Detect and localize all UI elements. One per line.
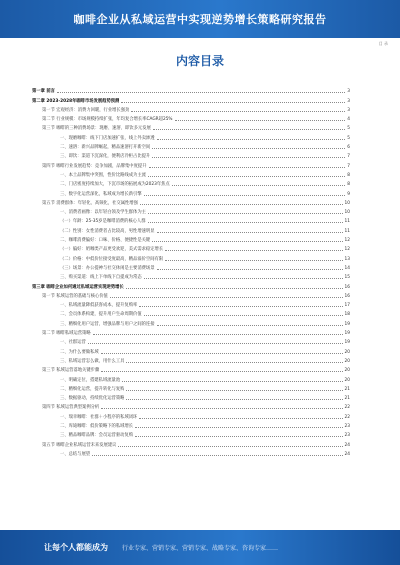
toc-entry[interactable]: [32, 410, 350, 419]
toc-entry[interactable]: [32, 94, 350, 103]
toc-leader-dots: [93, 333, 343, 335]
toc-leader-dots: [172, 184, 346, 186]
toc-leader-dots: [140, 203, 343, 205]
toc-entry-label: 第五节 消费群体：年轻化、高频化，社交属性增强: [42, 200, 138, 206]
toc-entry-label: （二）性别：女性消费者占比较高，男性增速明显: [60, 228, 155, 234]
toc-entry[interactable]: [32, 290, 350, 299]
toc-entry[interactable]: [32, 178, 350, 187]
toc-entry-label: （一）偏好：奶咖类产品更受欢迎，美式需求稳定增长: [60, 247, 164, 253]
toc-leader-dots: [157, 268, 343, 270]
footer-bar: [0, 530, 400, 565]
toc-entry[interactable]: [32, 308, 350, 317]
header-bar: [0, 0, 400, 38]
toc-entry-page: 9: [347, 191, 350, 197]
toc-entry-label: 一、消费者画像：以年轻白领及学生群体为主: [60, 210, 146, 216]
toc-leader-dots: [101, 407, 342, 409]
toc-entry-page: 22: [344, 405, 350, 411]
toc-entry[interactable]: [32, 197, 350, 206]
toc-entry[interactable]: [32, 317, 350, 326]
toc-leader-dots: [152, 147, 345, 149]
toc-entry[interactable]: [32, 448, 350, 457]
toc-entry-label: 一、私域流量降低获客成本，提升复购率: [60, 303, 138, 309]
toc-entry[interactable]: [32, 234, 350, 243]
toc-entry-label: 二、为什么要做私域: [60, 349, 99, 355]
toc-entry[interactable]: [32, 141, 350, 150]
toc-entry[interactable]: [32, 262, 350, 271]
footer-slogan: 让每个人都能成为: [44, 543, 108, 552]
toc-entry-label: 第三节 私域运营落地关键步骤: [42, 368, 100, 374]
toc-entry[interactable]: [32, 224, 350, 233]
toc-entry[interactable]: [32, 438, 350, 447]
toc-entry-page: 20: [344, 349, 350, 355]
toc-leader-dots: [144, 194, 346, 196]
toc-entry-page: 21: [344, 386, 350, 392]
toc-entry-page: 11: [344, 228, 350, 234]
toc-entry-page: 3: [347, 107, 350, 113]
toc-entry-label: 三、精细化用户运营，增强品牌与用户之间的连接: [60, 321, 155, 327]
toc-leader-dots: [101, 370, 342, 372]
toc-entry-label: （一）年龄：25-35岁是咖啡消费的核心人群: [60, 219, 146, 225]
toc-entry[interactable]: [32, 383, 350, 392]
toc-leader-dots: [175, 119, 346, 121]
toc-entry-page: 13: [344, 256, 350, 262]
toc-leader-dots: [152, 240, 342, 242]
page-label: 目 录: [378, 41, 388, 46]
toc-entry-page: 16: [344, 293, 350, 299]
toc-entry-label: 第三章 咖啡企业如何通过私域运营实现逆势增长: [32, 284, 124, 290]
toc-entry-label: 三、购买渠道：线上下单线下自提成为常态: [60, 275, 142, 281]
toc-entry-page: 8: [347, 182, 350, 188]
toc-entry-label: 二、库迪咖啡：低价策略下的私域增长: [60, 423, 134, 429]
toc-entry-label: 第四节 咖啡行业发展趋势：竞争加剧，品牌集中度提升: [42, 163, 147, 169]
toc-entry-page: 22: [344, 414, 350, 420]
toc-leader-dots: [152, 156, 345, 158]
toc-entry-label: 一、总结与展望: [60, 451, 91, 457]
toc-entry-page: 3: [347, 89, 350, 95]
toc-entry[interactable]: [32, 215, 350, 224]
toc-leader-dots: [101, 352, 343, 354]
toc-entry-label: 第一节 宏观经济：消费力回暖，行业增长强劲: [42, 107, 130, 113]
toc-entry-label: 一、现磨咖啡：线下门店加速扩张，线上外卖渗透: [60, 135, 155, 141]
toc-entry-page: 23: [344, 433, 350, 439]
toc-entry[interactable]: [32, 131, 350, 140]
toc-entry-label: 第一节 私域运营的基础与核心价值: [42, 293, 108, 299]
toc-entry-label: 第二章 2023-2028年咖啡市场发展趋势预测: [32, 98, 120, 104]
toc-entry[interactable]: [32, 122, 350, 131]
toc-entry[interactable]: [32, 364, 350, 373]
toc-entry-label: 三、即饮：渠道下沉深化，便利店冷柜占比提升: [60, 154, 151, 160]
toc-entry-page: 5: [347, 126, 350, 132]
toc-entry-label: 一、社群运营: [60, 340, 86, 346]
toc-leader-dots: [121, 101, 345, 103]
toc-leader-dots: [118, 445, 342, 447]
toc-entry-page: 5: [347, 135, 350, 141]
toc-entry-page: 21: [344, 396, 350, 402]
toc-leader-dots: [144, 277, 343, 279]
toc-entry[interactable]: [32, 392, 350, 401]
toc-entry-page: 8: [347, 172, 350, 178]
toc-entry[interactable]: [32, 159, 350, 168]
toc-entry-label: 三、数据驱动，持续优化运营策略: [60, 396, 125, 402]
footer-roles: 行业专家、营销专家、营销专家、战略专家、咨询专家……: [122, 545, 279, 552]
toc-entry-page: 7: [347, 163, 350, 169]
toc-entry[interactable]: [32, 85, 350, 94]
toc-leader-dots: [122, 380, 342, 382]
toc-entry-label: （二）价格：中低价位接受度最高，精品溢价空间有限: [60, 256, 164, 262]
toc-entry-page: 12: [344, 247, 350, 253]
toc-entry-label: 第五节 咖啡企业私域运营未来发展建议: [42, 442, 117, 448]
toc-entry-label: 三、精品咖啡品牌：会员运营驱动复购: [60, 433, 134, 439]
toc-entry-label: 二、精细化运营，提升转化与复购: [60, 386, 125, 392]
toc-leader-dots: [135, 426, 342, 428]
toc-entry-page: 20: [344, 358, 350, 364]
toc-entry-label: 三、数字化运营深化，私域成为增长新引擎: [60, 191, 142, 197]
toc-entry-page: 24: [344, 451, 350, 457]
toc-entry[interactable]: [32, 243, 350, 252]
toc-entry-label: 二、门店密度持续加大，下沉市场的拓展成为2023年焦点: [60, 182, 170, 188]
toc-entry-page: 19: [344, 331, 350, 337]
toc-entry-page: 7: [347, 154, 350, 160]
toc-leader-dots: [157, 231, 343, 233]
toc-leader-dots: [135, 435, 342, 437]
toc-entry-page: 3: [347, 98, 350, 104]
report-title: 咖啡企业从私域运营中实现逆势增长策略研究报告: [73, 13, 327, 26]
toc-entry[interactable]: [32, 299, 350, 308]
toc-title: 内容目录: [175, 54, 224, 68]
toc-leader-dots: [153, 128, 345, 130]
toc-entry[interactable]: [32, 327, 350, 336]
toc-entry[interactable]: [32, 187, 350, 196]
toc-entry-page: 14: [344, 265, 350, 271]
toc-leader-dots: [148, 175, 345, 177]
toc-entry-label: 一、瑞幸咖啡：社群＋小程序的私域闭环: [60, 414, 138, 420]
toc-entry-page: 23: [344, 423, 350, 429]
toc-leader-dots: [126, 389, 342, 391]
toc-entry-label: 一、明确定位，搭建私域流量池: [60, 377, 121, 383]
toc-entry-page: 4: [347, 117, 350, 123]
toc-entry-page: 6: [347, 145, 350, 151]
toc-entry[interactable]: [32, 429, 350, 438]
toc-entry-page: 15: [344, 275, 350, 281]
toc-entry[interactable]: [32, 280, 350, 289]
toc-entry[interactable]: [32, 336, 350, 345]
toc-entry-page: 16: [344, 284, 350, 290]
toc-entry-label: 二、速溶：新兴品牌崛起，精品速溶打开新空间: [60, 145, 151, 151]
toc-entry-label: 三、私域运营怎么做，用什么工具: [60, 358, 125, 364]
toc-entry-page: 18: [344, 312, 350, 318]
toc-entry[interactable]: [32, 373, 350, 382]
toc-leader-dots: [148, 221, 343, 223]
toc-entry-label: 二、会员体系构建，提升用户生命周期价值: [60, 312, 142, 318]
toc-entry[interactable]: [32, 271, 350, 280]
toc-entry-page: 11: [344, 219, 350, 225]
toc-entry-label: 第四节 私域运营典型案例分析: [42, 405, 100, 411]
toc-entry-label: 第二节 行业规模：市场规模持续扩张，年均复合增长率CAGR超25%: [42, 117, 173, 123]
toc-entry[interactable]: [32, 355, 350, 364]
toc-leader-dots: [139, 305, 342, 307]
toc-entry-page: 12: [344, 238, 350, 244]
toc-entry-label: （三）场景：办公提神与社交休闲是主要消费场景: [60, 265, 155, 271]
toc-entry-label: 第三节 咖啡的三种消费场景：现磨、速溶、即饮多元发展: [42, 126, 151, 132]
toc-leader-dots: [149, 166, 346, 168]
toc-leader-dots: [165, 249, 342, 251]
toc-leader-dots: [148, 212, 343, 214]
toc-leader-dots: [88, 342, 343, 344]
toc-entry[interactable]: [32, 401, 350, 410]
toc-entry-page: 24: [344, 442, 350, 448]
toc-entry-label: 第二节 咖啡私域运营策略: [42, 331, 91, 337]
toc-entry[interactable]: [32, 206, 350, 215]
toc-entry-page: 10: [344, 210, 350, 216]
toc-leader-dots: [126, 398, 342, 400]
toc-leader-dots: [126, 287, 343, 289]
toc-entry-page: 20: [344, 368, 350, 374]
toc-leader-dots: [131, 110, 345, 112]
toc-entry[interactable]: [32, 420, 350, 429]
toc-entry-page: 17: [344, 303, 350, 309]
toc-leader-dots: [157, 324, 343, 326]
toc-leader-dots: [110, 296, 343, 298]
toc-leader-dots: [126, 361, 342, 363]
toc-entry[interactable]: [32, 169, 350, 178]
toc-entry-page: 19: [344, 321, 350, 327]
toc-entry[interactable]: [32, 345, 350, 354]
toc-entry-label: 二、咖啡消费偏好：口味、价格、便捷性是关键: [60, 238, 151, 244]
toc-leader-dots: [165, 259, 342, 261]
toc-leader-dots: [144, 314, 343, 316]
toc-entry-label: 一、本土品牌集中突围，性价比路线成为主流: [60, 172, 146, 178]
toc-leader-dots: [92, 454, 342, 456]
toc-entry-page: 20: [344, 377, 350, 383]
toc-leader-dots: [139, 417, 342, 419]
toc-entry-page: 19: [344, 340, 350, 346]
toc-entry[interactable]: [32, 104, 350, 113]
toc-entry[interactable]: [32, 150, 350, 159]
table-of-contents: [32, 85, 350, 457]
toc-entry[interactable]: [32, 252, 350, 261]
toc-entry[interactable]: [32, 113, 350, 122]
toc-leader-dots: [57, 91, 345, 93]
toc-leader-dots: [157, 138, 346, 140]
toc-entry-label: 第一章 前言: [32, 89, 55, 95]
toc-entry-page: 10: [344, 200, 350, 206]
